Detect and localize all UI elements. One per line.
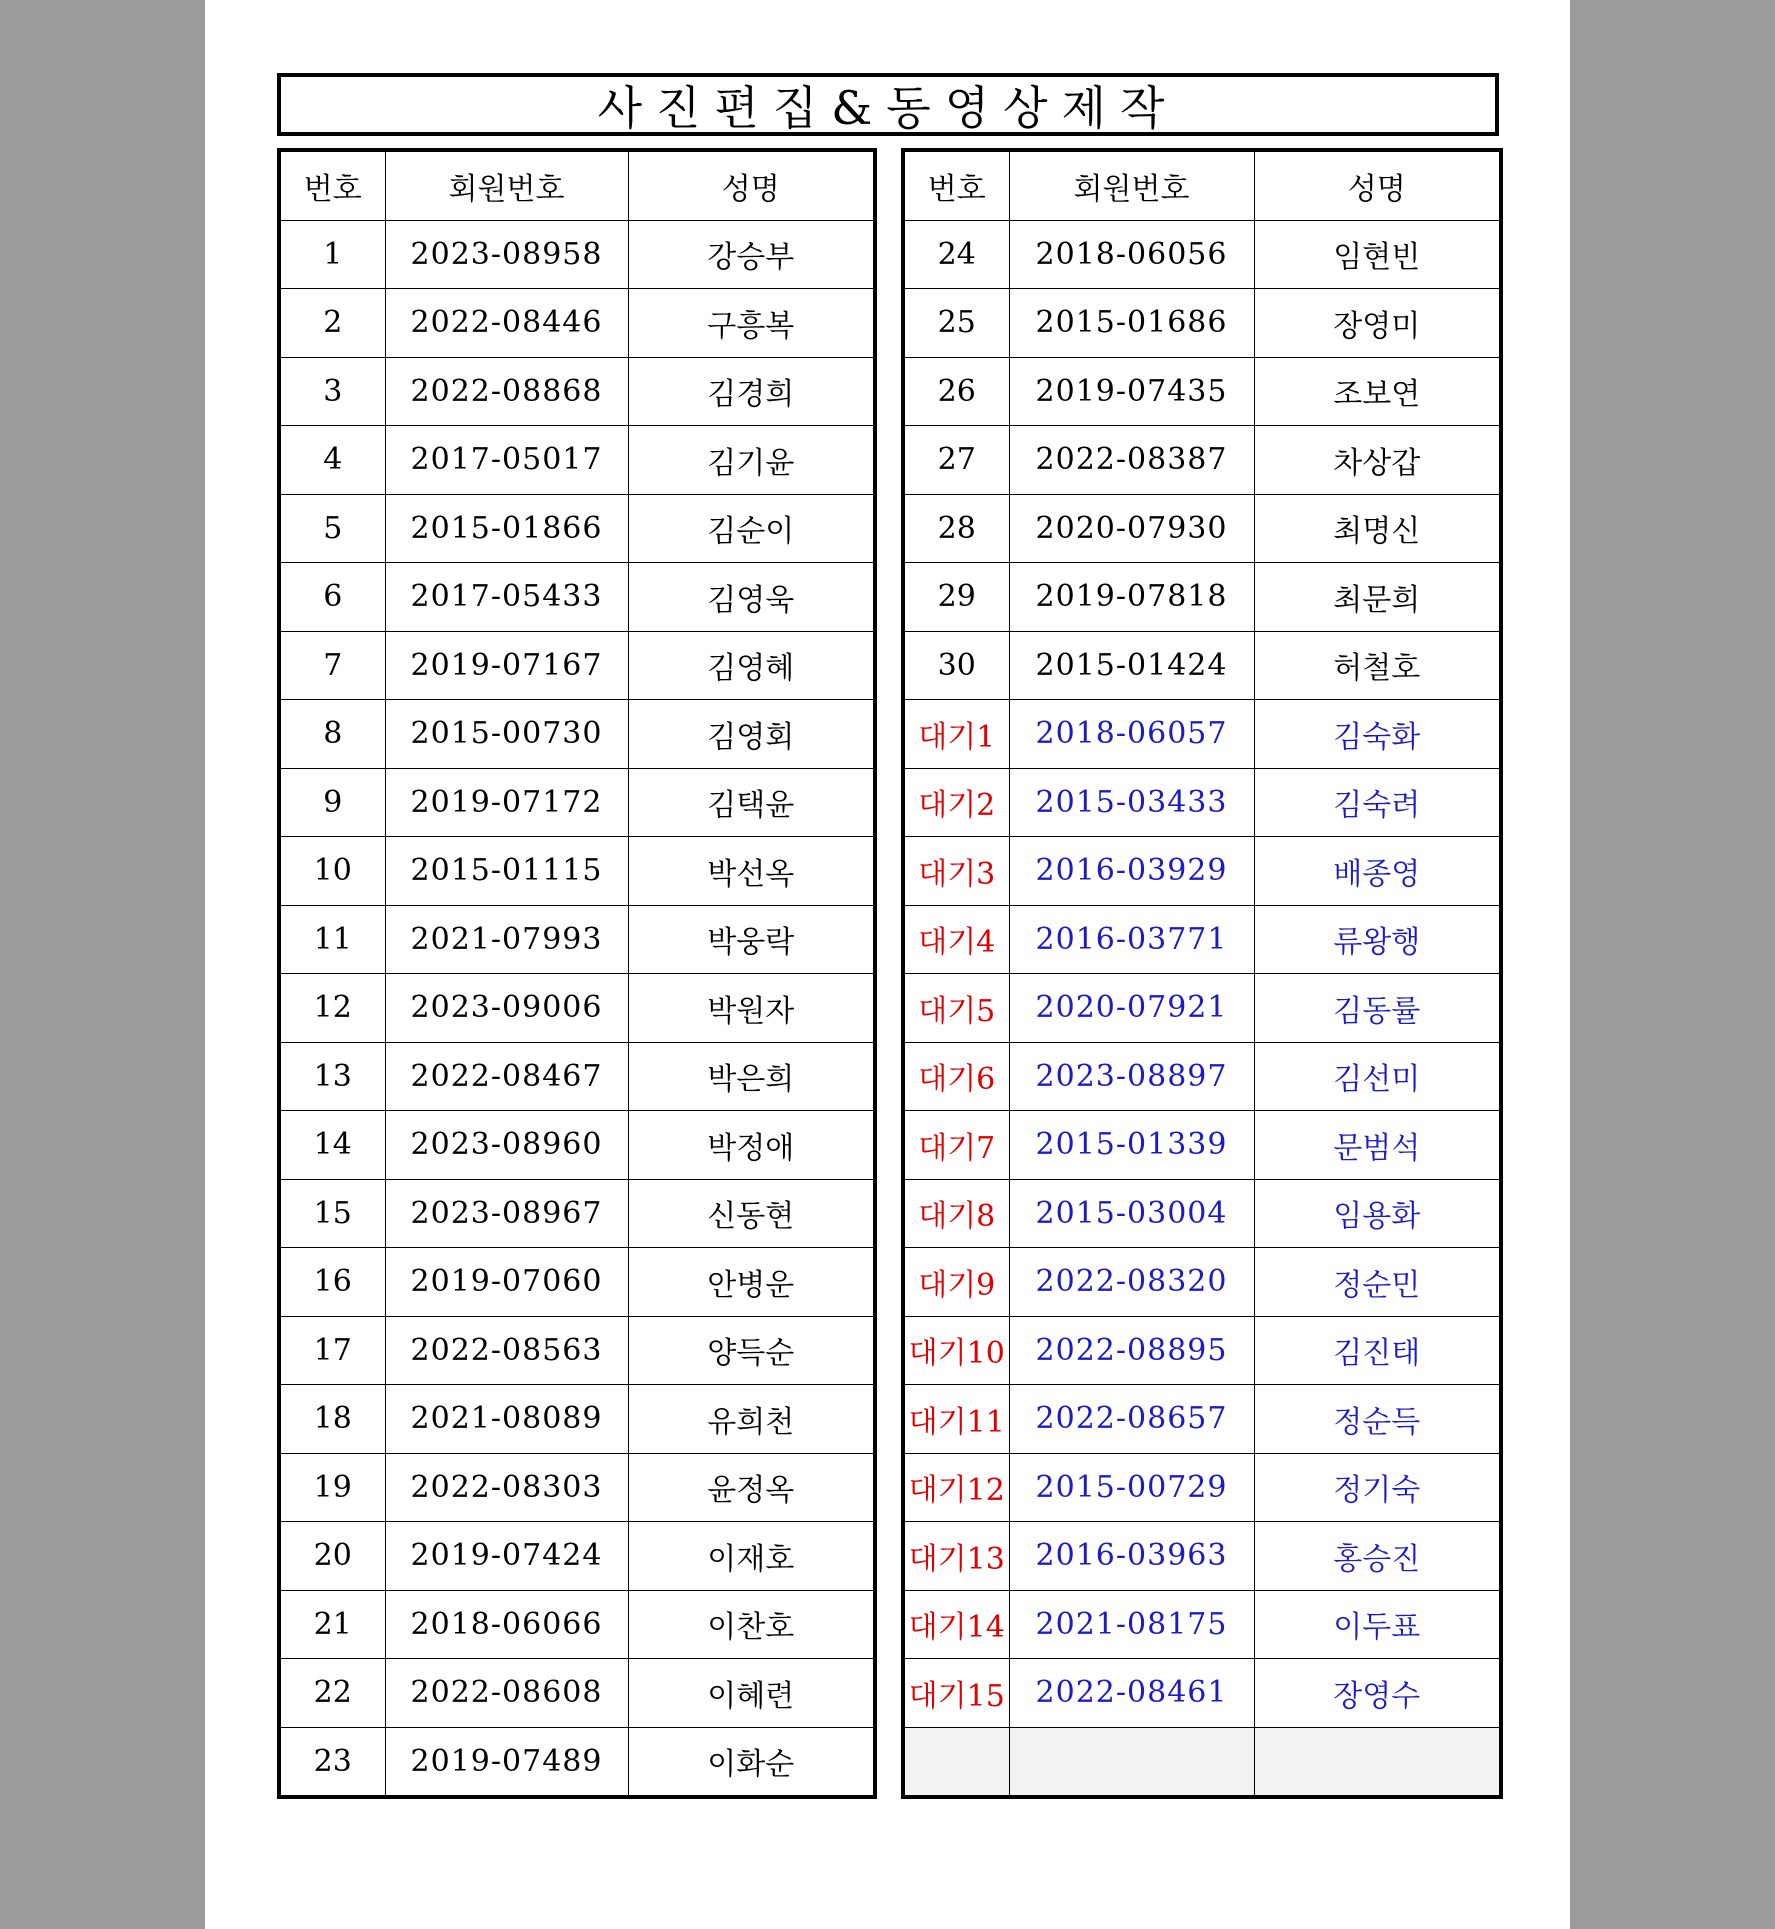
- row-number: 대기7: [903, 1111, 1009, 1180]
- row-number: 28: [903, 494, 1009, 563]
- table-row: [279, 1727, 875, 1797]
- member-name: 정순득: [1254, 1385, 1501, 1454]
- table-row: [279, 1042, 875, 1111]
- row-number: 29: [903, 563, 1009, 632]
- row-number: 대기11: [903, 1385, 1009, 1454]
- header-number: 번호: [279, 150, 385, 220]
- waitlist-row: [903, 1453, 1501, 1522]
- member-name: 박은희: [628, 1042, 875, 1111]
- member-name: 김순이: [628, 494, 875, 563]
- member-name: 윤정옥: [628, 1453, 875, 1522]
- member-id: 2019-07424: [385, 1522, 628, 1591]
- table-row: [279, 1659, 875, 1728]
- row-number: 17: [279, 1316, 385, 1385]
- waitlist-row: [903, 905, 1501, 974]
- row-number: 16: [279, 1248, 385, 1317]
- waitlist-row: [903, 1111, 1501, 1180]
- table-row: [279, 837, 875, 906]
- member-name: 박웅락: [628, 905, 875, 974]
- member-name: 구흥복: [628, 289, 875, 358]
- member-id: 2021-08175: [1009, 1590, 1254, 1659]
- member-name: 신동현: [628, 1179, 875, 1248]
- member-id: 2020-07921: [1009, 974, 1254, 1043]
- member-name: 이재호: [628, 1522, 875, 1591]
- member-id: 2015-03004: [1009, 1179, 1254, 1248]
- member-id: 2019-07435: [1009, 357, 1254, 426]
- member-id: 2022-08895: [1009, 1316, 1254, 1385]
- member-id: 2023-09006: [385, 974, 628, 1043]
- header-member-id: 회원번호: [1009, 150, 1254, 220]
- member-name: 임용화: [1254, 1179, 1501, 1248]
- row-number: [903, 1727, 1009, 1797]
- table-row: [279, 1522, 875, 1591]
- waitlist-row: [903, 974, 1501, 1043]
- member-id: 2023-08960: [385, 1111, 628, 1180]
- table-row: [279, 563, 875, 632]
- waitlist-row: [903, 1522, 1501, 1591]
- table-row: [279, 426, 875, 495]
- member-id: [1009, 1727, 1254, 1797]
- member-id: 2022-08563: [385, 1316, 628, 1385]
- member-name: 김영혜: [628, 631, 875, 700]
- member-id: 2015-01424: [1009, 631, 1254, 700]
- member-id: 2023-08897: [1009, 1042, 1254, 1111]
- member-name: 조보연: [1254, 357, 1501, 426]
- table-row: [903, 220, 1501, 289]
- waitlist-row: [903, 837, 1501, 906]
- row-number: 대기8: [903, 1179, 1009, 1248]
- member-name: 이두표: [1254, 1590, 1501, 1659]
- member-id: 2019-07172: [385, 768, 628, 837]
- row-number: 24: [903, 220, 1009, 289]
- member-name: 문범석: [1254, 1111, 1501, 1180]
- member-name: 배종영: [1254, 837, 1501, 906]
- waitlist-row: [903, 1590, 1501, 1659]
- member-name: 김선미: [1254, 1042, 1501, 1111]
- member-name: 박원자: [628, 974, 875, 1043]
- member-name: 양득순: [628, 1316, 875, 1385]
- row-number: 12: [279, 974, 385, 1043]
- row-number: 대기6: [903, 1042, 1009, 1111]
- row-number: 대기1: [903, 700, 1009, 769]
- member-id: 2015-03433: [1009, 768, 1254, 837]
- member-name: 김진태: [1254, 1316, 1501, 1385]
- member-name: 강승부: [628, 220, 875, 289]
- row-number: 13: [279, 1042, 385, 1111]
- member-name: 장영미: [1254, 289, 1501, 358]
- table-row: [903, 289, 1501, 358]
- table-row: [279, 1385, 875, 1454]
- row-number: 20: [279, 1522, 385, 1591]
- header-member-id: 회원번호: [385, 150, 628, 220]
- member-name: 홍승진: [1254, 1522, 1501, 1591]
- member-id: 2018-06066: [385, 1590, 628, 1659]
- member-id: 2021-08089: [385, 1385, 628, 1454]
- row-number: 7: [279, 631, 385, 700]
- member-id: 2017-05433: [385, 563, 628, 632]
- member-name: 정기숙: [1254, 1453, 1501, 1522]
- member-name: 박선옥: [628, 837, 875, 906]
- waitlist-row: [903, 768, 1501, 837]
- member-id: 2015-01686: [1009, 289, 1254, 358]
- member-name: 이화순: [628, 1727, 875, 1797]
- member-name: 김영회: [628, 700, 875, 769]
- row-number: 대기10: [903, 1316, 1009, 1385]
- member-name: 최문희: [1254, 563, 1501, 632]
- table-row: [279, 768, 875, 837]
- row-number: 8: [279, 700, 385, 769]
- member-id: 2019-07489: [385, 1727, 628, 1797]
- row-number: 22: [279, 1659, 385, 1728]
- member-id: 2022-08387: [1009, 426, 1254, 495]
- row-number: 19: [279, 1453, 385, 1522]
- row-number: 대기4: [903, 905, 1009, 974]
- roster-table-left: [277, 148, 877, 1799]
- row-number: 15: [279, 1179, 385, 1248]
- waitlist-row: [903, 1659, 1501, 1728]
- member-name: 류왕행: [1254, 905, 1501, 974]
- member-id: 2018-06057: [1009, 700, 1254, 769]
- header-row: [903, 150, 1501, 220]
- title-box: [277, 73, 1499, 136]
- member-id: 2015-00729: [1009, 1453, 1254, 1522]
- member-id: 2021-07993: [385, 905, 628, 974]
- member-name: 김경희: [628, 357, 875, 426]
- member-id: 2022-08868: [385, 357, 628, 426]
- row-number: 10: [279, 837, 385, 906]
- member-id: 2022-08303: [385, 1453, 628, 1522]
- member-id: 2022-08320: [1009, 1248, 1254, 1317]
- table-row: [279, 1453, 875, 1522]
- member-name: 안병운: [628, 1248, 875, 1317]
- table-row: [279, 1248, 875, 1317]
- roster-table-right: [901, 148, 1503, 1799]
- member-name: 차상갑: [1254, 426, 1501, 495]
- member-name: 박정애: [628, 1111, 875, 1180]
- member-name: 이찬호: [628, 1590, 875, 1659]
- row-number: 18: [279, 1385, 385, 1454]
- member-id: 2015-01115: [385, 837, 628, 906]
- empty-row: [903, 1727, 1501, 1797]
- member-id: 2016-03963: [1009, 1522, 1254, 1591]
- table-row: [279, 357, 875, 426]
- row-number: 4: [279, 426, 385, 495]
- table-row: [279, 289, 875, 358]
- table-row: [279, 631, 875, 700]
- waitlist-row: [903, 1316, 1501, 1385]
- table-row: [279, 1111, 875, 1180]
- waitlist-row: [903, 1042, 1501, 1111]
- row-number: 25: [903, 289, 1009, 358]
- member-name: 유희천: [628, 1385, 875, 1454]
- row-number: 1: [279, 220, 385, 289]
- member-id: 2022-08657: [1009, 1385, 1254, 1454]
- row-number: 대기12: [903, 1453, 1009, 1522]
- waitlist-row: [903, 1179, 1501, 1248]
- row-number: 26: [903, 357, 1009, 426]
- member-id: 2020-07930: [1009, 494, 1254, 563]
- member-name: 김숙화: [1254, 700, 1501, 769]
- member-id: 2023-08967: [385, 1179, 628, 1248]
- row-number: 대기2: [903, 768, 1009, 837]
- row-number: 5: [279, 494, 385, 563]
- member-name: 김숙려: [1254, 768, 1501, 837]
- table-row: [903, 631, 1501, 700]
- row-number: 대기5: [903, 974, 1009, 1043]
- table-row: [279, 494, 875, 563]
- row-number: 11: [279, 905, 385, 974]
- row-number: 대기13: [903, 1522, 1009, 1591]
- table-row: [903, 426, 1501, 495]
- member-id: 2018-06056: [1009, 220, 1254, 289]
- waitlist-row: [903, 1248, 1501, 1317]
- member-name: 김택윤: [628, 768, 875, 837]
- member-id: 2019-07818: [1009, 563, 1254, 632]
- header-row: [279, 150, 875, 220]
- member-id: 2022-08467: [385, 1042, 628, 1111]
- member-name: 김영욱: [628, 563, 875, 632]
- member-id: 2019-07167: [385, 631, 628, 700]
- table-row: [903, 494, 1501, 563]
- table-row: [279, 1590, 875, 1659]
- row-number: 21: [279, 1590, 385, 1659]
- row-number: 27: [903, 426, 1009, 495]
- row-number: 23: [279, 1727, 385, 1797]
- member-name: 이혜련: [628, 1659, 875, 1728]
- member-id: 2017-05017: [385, 426, 628, 495]
- member-name: 최명신: [1254, 494, 1501, 563]
- table-row: [903, 357, 1501, 426]
- member-name: 임현빈: [1254, 220, 1501, 289]
- member-id: 2023-08958: [385, 220, 628, 289]
- document-title: 사진편집&동영상제작: [597, 80, 1179, 135]
- header-name: 성명: [1254, 150, 1501, 220]
- member-id: 2015-01866: [385, 494, 628, 563]
- member-id: 2016-03771: [1009, 905, 1254, 974]
- waitlist-row: [903, 700, 1501, 769]
- table-row: [903, 563, 1501, 632]
- row-number: 대기3: [903, 837, 1009, 906]
- row-number: 6: [279, 563, 385, 632]
- row-number: 대기15: [903, 1659, 1009, 1728]
- row-number: 대기9: [903, 1248, 1009, 1317]
- header-name: 성명: [628, 150, 875, 220]
- table-row: [279, 974, 875, 1043]
- member-id: 2016-03929: [1009, 837, 1254, 906]
- table-row: [279, 1316, 875, 1385]
- row-number: 3: [279, 357, 385, 426]
- member-name: 김기윤: [628, 426, 875, 495]
- row-number: 대기14: [903, 1590, 1009, 1659]
- member-id: 2015-00730: [385, 700, 628, 769]
- member-name: 정순민: [1254, 1248, 1501, 1317]
- member-id: 2022-08461: [1009, 1659, 1254, 1728]
- table-row: [279, 700, 875, 769]
- row-number: 14: [279, 1111, 385, 1180]
- member-id: 2022-08608: [385, 1659, 628, 1728]
- member-name: [1254, 1727, 1501, 1797]
- row-number: 2: [279, 289, 385, 358]
- row-number: 30: [903, 631, 1009, 700]
- table-row: [279, 1179, 875, 1248]
- member-name: 장영수: [1254, 1659, 1501, 1728]
- row-number: 9: [279, 768, 385, 837]
- table-row: [279, 220, 875, 289]
- header-number: 번호: [903, 150, 1009, 220]
- table-row: [279, 905, 875, 974]
- member-name: 김동률: [1254, 974, 1501, 1043]
- member-name: 허철호: [1254, 631, 1501, 700]
- waitlist-row: [903, 1385, 1501, 1454]
- member-id: 2015-01339: [1009, 1111, 1254, 1180]
- member-id: 2022-08446: [385, 289, 628, 358]
- member-id: 2019-07060: [385, 1248, 628, 1317]
